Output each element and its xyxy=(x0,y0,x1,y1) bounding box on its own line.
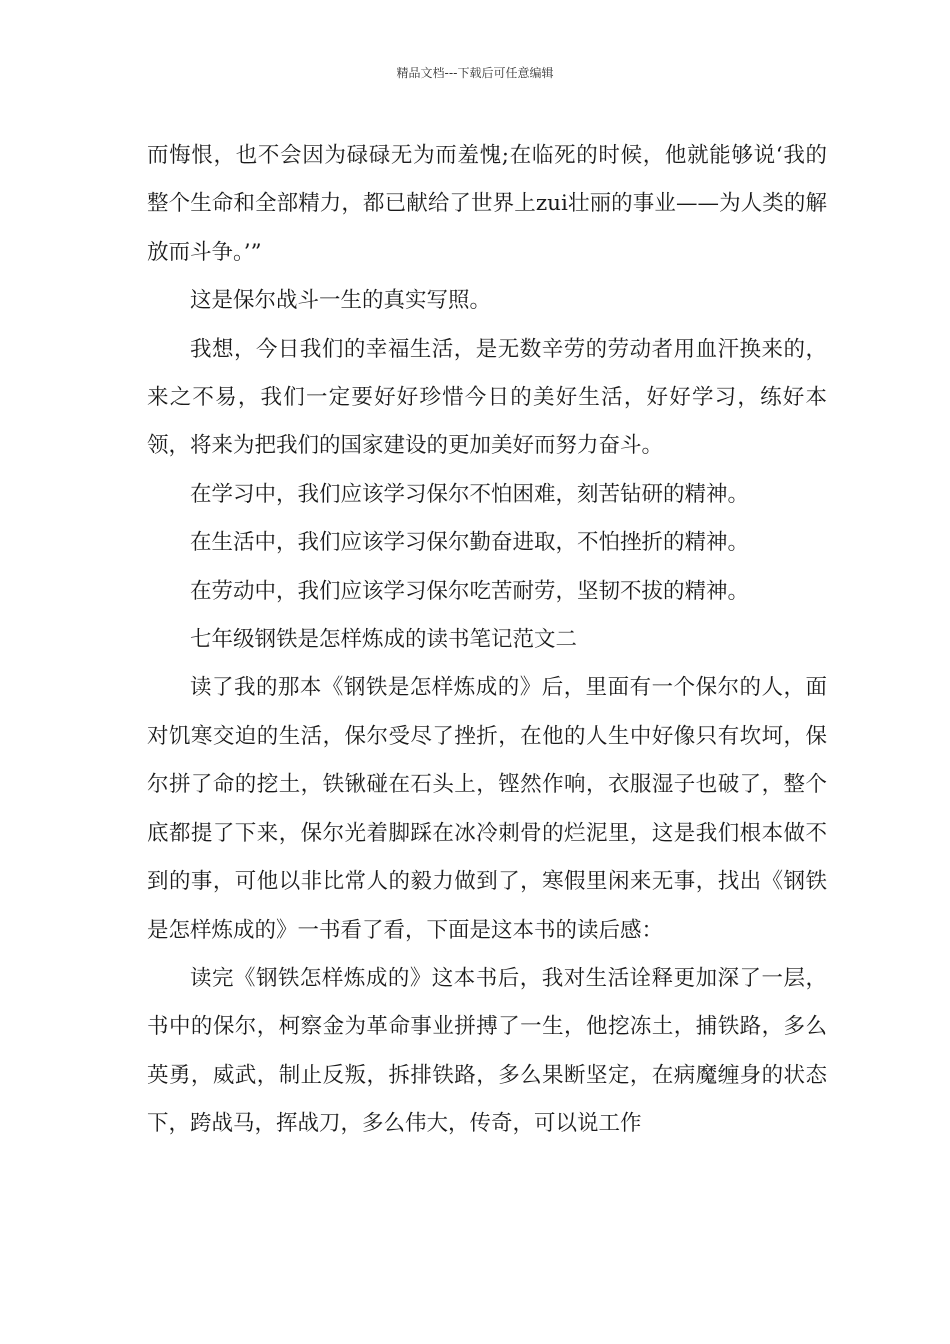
paragraph-9: 读完《钢铁怎样炼成的》这本书后，我对生活诠释更加深了一层，书中的保尔，柯察金为革命事业拼搏了一生，他挖冻土，捕铁路，多么英勇，威武，制止反叛，拆排铁路，多么果断坚定，在病魔缠身的状态下，跨战马，挥战刀，多么伟大，传奇，可以说工作 xyxy=(147,965,827,1137)
paragraph-6: 在劳动中，我们应该学习保尔吃苦耐劳，坚韧不拔的精神。 xyxy=(190,578,750,604)
page-header: 精品文档---下载后可任意编辑 xyxy=(396,66,554,80)
paragraph-8: 读了我的那本《钢铁是怎样炼成的》后，里面有一个保尔的人，面对饥寒交迫的生活，保尔受尽了挫折，在他的人生中好像只有坎坷，保尔拼了命的挖土，铁锹碰在石头上，铿然作响，衣服湿子也破了，整个底都提了下来，保尔光着脚踩在冰冷刺骨的烂泥里，这是我们根本做不到的事，可他以非比常人的毅力做到了，寒假里闲来无事，找出《钢铁是怎样炼成的》一书看了看，下面是这本书的读后感： xyxy=(147,675,827,943)
paragraph-4: 在学习中，我们应该学习保尔不怕困难，刻苦钻研的精神。 xyxy=(190,481,750,507)
paragraph-3: 我想，今日我们的幸福生活，是无数辛劳的劳动者用血汗换来的，来之不易，我们一定要好好珍惜今日的美好生活，好好学习，练好本领，将来为把我们的国家建设的更加美好而努力奋斗。 xyxy=(147,336,827,459)
document-body xyxy=(147,132,827,1149)
paragraph-1: 而悔恨，也不会因为碌碌无为而羞愧;在临死的时候，他就能够说‘我的整个生命和全部精力，都已献给了世界上zui壮丽的事业——为人类的解放而斗争。’” xyxy=(147,143,827,265)
paragraph-2: 这是保尔战斗一生的真实写照。 xyxy=(190,288,492,314)
section-title: 七年级钢铁是怎样炼成的读书笔记范文二 xyxy=(190,627,578,653)
paragraph-5: 在生活中，我们应该学习保尔勤奋进取，不怕挫折的精神。 xyxy=(190,530,750,556)
